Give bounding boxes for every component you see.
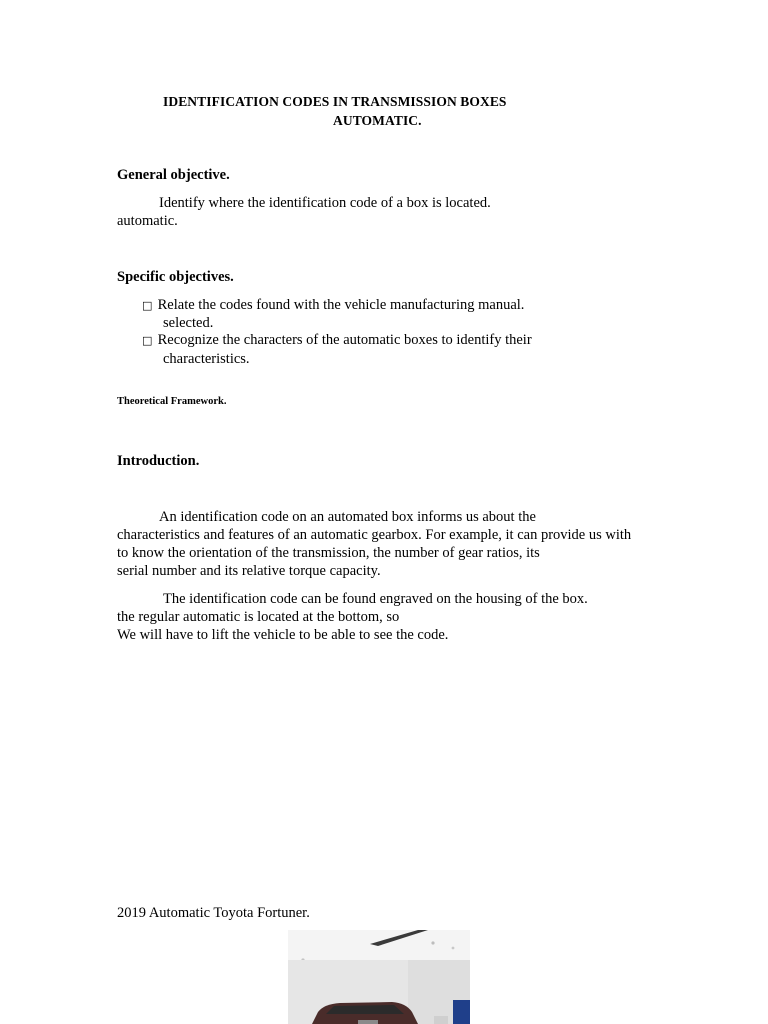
- introduction-paragraph-2-line-3: We will have to lift the vehicle to be able to see the code.: [117, 627, 449, 643]
- specific-objectives-heading: Specific objectives.: [117, 269, 234, 285]
- specific-objective-item-1: [142, 297, 524, 314]
- checkbox-bullet-icon: □: [142, 299, 153, 312]
- specific-objective-item-2: [142, 332, 532, 349]
- general-objective-text-line-2: automatic.: [117, 213, 178, 229]
- vehicle-photo-illustration: [288, 930, 470, 1024]
- introduction-paragraph-1-line-3: to know the orientation of the transmission, the number of gear ratios, its: [117, 545, 540, 561]
- specific-objective-item-1-line-2: selected.: [163, 315, 214, 331]
- introduction-heading: Introduction.: [117, 453, 200, 469]
- document-title-line-1: IDENTIFICATION CODES IN TRANSMISSION BOXES: [163, 94, 507, 109]
- specific-objective-item-1-line-1: Relate the codes found with the vehicle manufacturing manual.: [157, 297, 525, 313]
- specific-objective-item-2-line-1: Recognize the characters of the automatic boxes to identify their: [157, 332, 532, 348]
- general-objective-heading: General objective.: [117, 167, 230, 183]
- specific-objective-item-2-line-2: characteristics.: [163, 351, 250, 367]
- checkbox-bullet-icon: □: [142, 334, 153, 347]
- introduction-paragraph-1-line-2: characteristics and features of an automatic gearbox. For example, it can provide us with: [117, 527, 632, 543]
- theoretical-framework-heading: Theoretical Framework.: [117, 396, 227, 407]
- general-objective-text-line-1: Identify where the identification code of a box is located.: [159, 195, 491, 211]
- document-title-line-2: AUTOMATIC.: [333, 113, 422, 128]
- introduction-paragraph-2-line-2: the regular automatic is located at the bottom, so: [117, 609, 400, 625]
- figure-caption: 2019 Automatic Toyota Fortuner.: [117, 905, 310, 921]
- introduction-paragraph-1-line-1: An identification code on an automated box informs us about the: [159, 509, 536, 525]
- vehicle-photo: [288, 930, 470, 1024]
- introduction-paragraph-2-line-1: The identification code can be found engraved on the housing of the box.: [163, 591, 588, 607]
- introduction-paragraph-1-line-4: serial number and its relative torque capacity.: [117, 563, 381, 579]
